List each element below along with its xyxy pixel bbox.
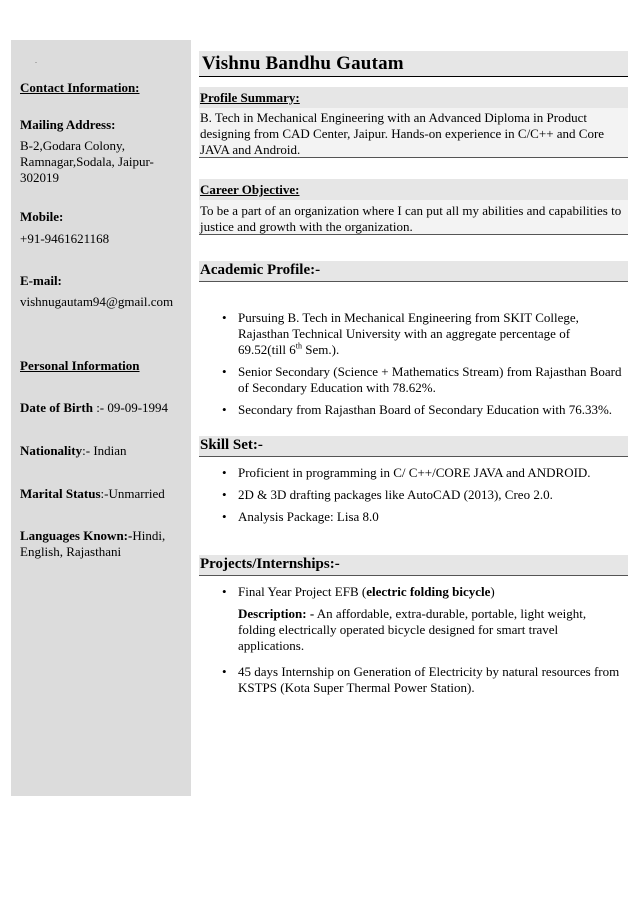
bullet-icon: • (222, 487, 227, 502)
academic-item-1-sup: th (295, 341, 303, 351)
academic-item-1-tail-b: Sem.). (302, 342, 340, 357)
bullet-icon: • (222, 465, 227, 480)
skill-item (200, 509, 625, 525)
nationality-row (20, 443, 185, 459)
academic-item-1-tail-a: 69.52(till 6 (238, 342, 296, 357)
projects-list (200, 584, 625, 702)
project-item (200, 664, 625, 696)
academic-item-3: Secondary from Rajasthan Board of Secondary Education with 76.33%. (238, 402, 613, 417)
skill-heading-bar (199, 436, 628, 457)
skill-item (200, 465, 625, 481)
marital-label: Marital Status (20, 486, 101, 501)
objective-line-2: justice and growth with the organization. (200, 219, 413, 234)
sidebar-dot: . (35, 56, 37, 65)
academic-item-1-line-1: Pursuing B. Tech in Mechanical Engineering from SKIT College, (238, 310, 579, 325)
academic-list (200, 310, 625, 424)
nationality-value: :- Indian (82, 443, 127, 458)
bullet-icon: • (222, 509, 227, 524)
bullet-icon: • (222, 584, 227, 599)
mobile-value: +91-9461621168 (20, 231, 110, 246)
candidate-name: Vishnu Bandhu Gautam (202, 53, 404, 74)
skill-1: Proficient in programming in C/ C++/CORE JAVA and ANDROID. (238, 465, 591, 480)
bullet-icon: • (222, 664, 227, 679)
project-1-a: Final Year Project EFB ( (238, 584, 367, 599)
mobile-label: Mobile: (20, 209, 64, 224)
dob-row (20, 400, 185, 416)
profile-line-2: designing from CAD Center, Jaipur. Hands-on experience in C/C++ and Core (200, 126, 605, 141)
email-value[interactable]: vishnugautam94@gmail.com (20, 294, 174, 309)
marital-value: :-Unmarried (100, 486, 165, 501)
languages-row (20, 528, 185, 544)
email-label: E-mail: (20, 273, 62, 288)
project-1-desc-line-2: folding electrically operated bicycle designed for smart travel (238, 622, 559, 637)
name-bar (199, 51, 628, 77)
languages-label: Languages Known:- (20, 528, 133, 543)
project-1-desc-line-3: applications. (238, 638, 305, 653)
marital-row (20, 486, 185, 502)
languages-value-2: English, Rajasthani (20, 544, 122, 559)
profile-line-1: B. Tech in Mechanical Engineering with an Advanced Diploma in Product (200, 110, 587, 125)
languages-value: Hindi, (132, 528, 166, 543)
projects-heading: Projects/Internships:- (200, 556, 340, 572)
contact-heading: Contact Information: (20, 80, 140, 95)
project-1-desc-line-1: An affordable, extra-durable, portable, light weight, (314, 606, 587, 621)
project-1-c: ) (490, 584, 495, 599)
profile-heading-bar (199, 87, 628, 108)
skill-2: 2D & 3D drafting packages like AutoCAD (2013), Creo 2.0. (238, 487, 553, 502)
academic-item-2-line-1: Senior Secondary (Science + Mathematics Stream) from Rajasthan Board (238, 364, 622, 379)
mailing-line-2: Ramnagar,Sodala, Jaipur- (20, 154, 154, 169)
project-1-desc-label: Description: - (238, 606, 315, 621)
personal-heading: Personal Information (20, 358, 140, 373)
skill-list (200, 465, 625, 531)
academic-item-2-line-2: of Secondary Education with 78.62%. (238, 380, 436, 395)
objective-heading: Career Objective: (200, 182, 300, 197)
project-item (200, 584, 625, 654)
dob-label: Date of Birth (20, 400, 93, 415)
objective-heading-bar (199, 179, 628, 200)
mailing-line-3: 302019 (20, 170, 59, 185)
skill-item (200, 487, 625, 503)
project-2-line-2: KSTPS (Kota Super Thermal Power Station). (238, 680, 475, 695)
projects-heading-bar (199, 555, 628, 576)
academic-item (200, 364, 625, 396)
bullet-icon: • (222, 310, 227, 325)
academic-heading-bar (199, 261, 628, 282)
mailing-label: Mailing Address: (20, 117, 116, 132)
academic-item (200, 310, 625, 358)
skill-3: Analysis Package: Lisa 8.0 (238, 509, 379, 524)
academic-item (200, 402, 625, 418)
profile-line-3: JAVA and Android. (200, 142, 301, 157)
objective-line-1: To be a part of an organization where I can put all my abilities and capabilities to (200, 203, 622, 218)
mailing-line-1: B-2,Godara Colony, (20, 138, 125, 153)
skill-heading: Skill Set:- (200, 437, 263, 453)
project-1-description (238, 606, 625, 654)
nationality-label: Nationality (20, 443, 83, 458)
dob-value: :- 09-09-1994 (92, 400, 169, 415)
profile-heading: Profile Summary: (200, 90, 300, 105)
bullet-icon: • (222, 402, 227, 417)
project-1-b: electric folding bicycle (366, 584, 491, 599)
project-2-line-1: 45 days Internship on Generation of Electricity by natural resources from (238, 664, 620, 679)
bullet-icon: • (222, 364, 227, 379)
academic-item-1-line-2: Rajasthan Technical University with an aggregate percentage of (238, 326, 571, 341)
academic-heading: Academic Profile:- (200, 262, 321, 278)
